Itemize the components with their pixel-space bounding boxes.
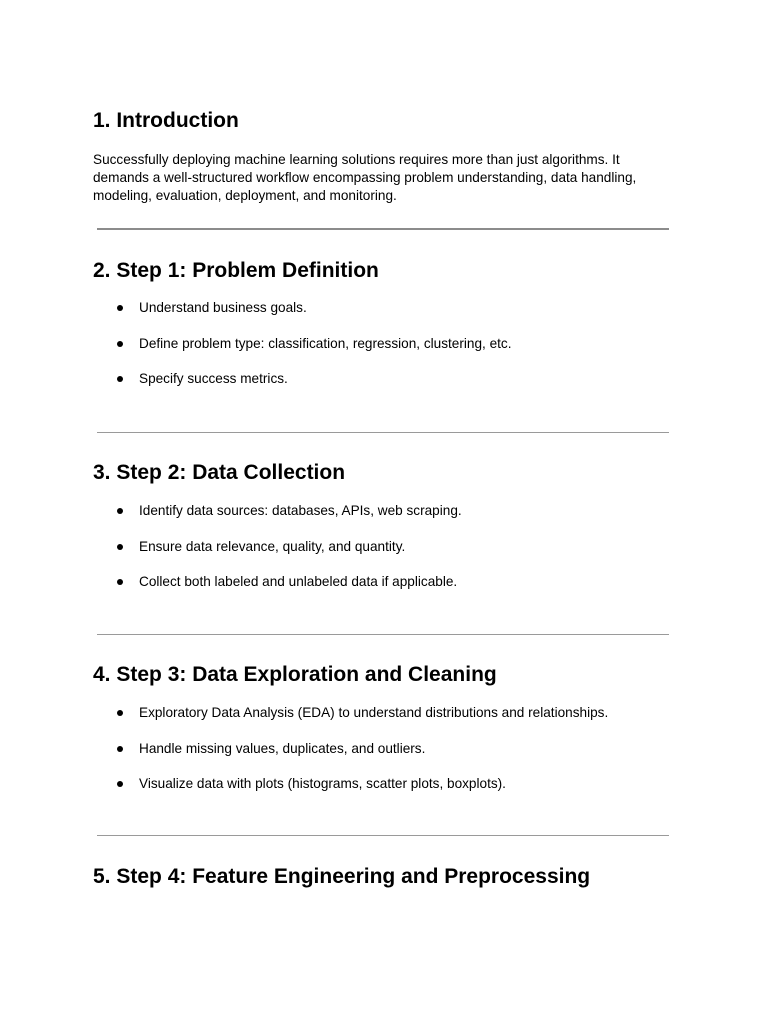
bullet-icon bbox=[117, 710, 123, 716]
section-heading-data-collection: 3. Step 2: Data Collection bbox=[93, 461, 346, 484]
list-item-text: Understand business goals. bbox=[139, 300, 307, 315]
list-item-text: Exploratory Data Analysis (EDA) to understand distributions and relationships. bbox=[139, 705, 609, 720]
list-item-text: Ensure data relevance, quality, and quantity. bbox=[139, 538, 406, 554]
section-divider bbox=[97, 835, 669, 836]
section-heading-introduction: 1. Introduction bbox=[93, 109, 239, 132]
list-item-text: Identify data sources: databases, APIs, web scraping. bbox=[139, 503, 462, 518]
list-item-text: Handle missing values, duplicates, and outliers. bbox=[139, 740, 426, 756]
section-divider bbox=[97, 432, 669, 433]
bullet-icon bbox=[117, 305, 123, 311]
bullet-icon bbox=[117, 781, 123, 787]
bullet-icon bbox=[117, 746, 123, 752]
bullet-icon bbox=[117, 508, 123, 514]
list-item-text: Visualize data with plots (histograms, scatter plots, boxplots). bbox=[139, 776, 506, 791]
bullet-icon bbox=[117, 341, 123, 347]
section-heading-feature-engineering: 5. Step 4: Feature Engineering and Preprocessing bbox=[93, 865, 591, 888]
section-divider bbox=[97, 228, 669, 230]
bullet-icon bbox=[117, 579, 123, 585]
list-item-text: Define problem type: classification, regression, clustering, etc. bbox=[139, 335, 512, 351]
list-item-text: Specify success metrics. bbox=[139, 371, 288, 386]
bullet-icon bbox=[117, 376, 123, 382]
section-heading-problem-definition: 2. Step 1: Problem Definition bbox=[93, 259, 379, 282]
bullet-icon bbox=[117, 544, 123, 550]
section-heading-data-exploration: 4. Step 3: Data Exploration and Cleaning bbox=[93, 663, 497, 686]
list-item-text: Collect both labeled and unlabeled data if applicable. bbox=[139, 574, 458, 589]
introduction-paragraph: Successfully deploying machine learning solutions requires more than just algorithms. It demands a well-structured workflow encompassing problem understanding, data handling, modeling, evaluation, deployment, and monitoring. bbox=[93, 152, 637, 203]
section-divider bbox=[97, 634, 669, 635]
